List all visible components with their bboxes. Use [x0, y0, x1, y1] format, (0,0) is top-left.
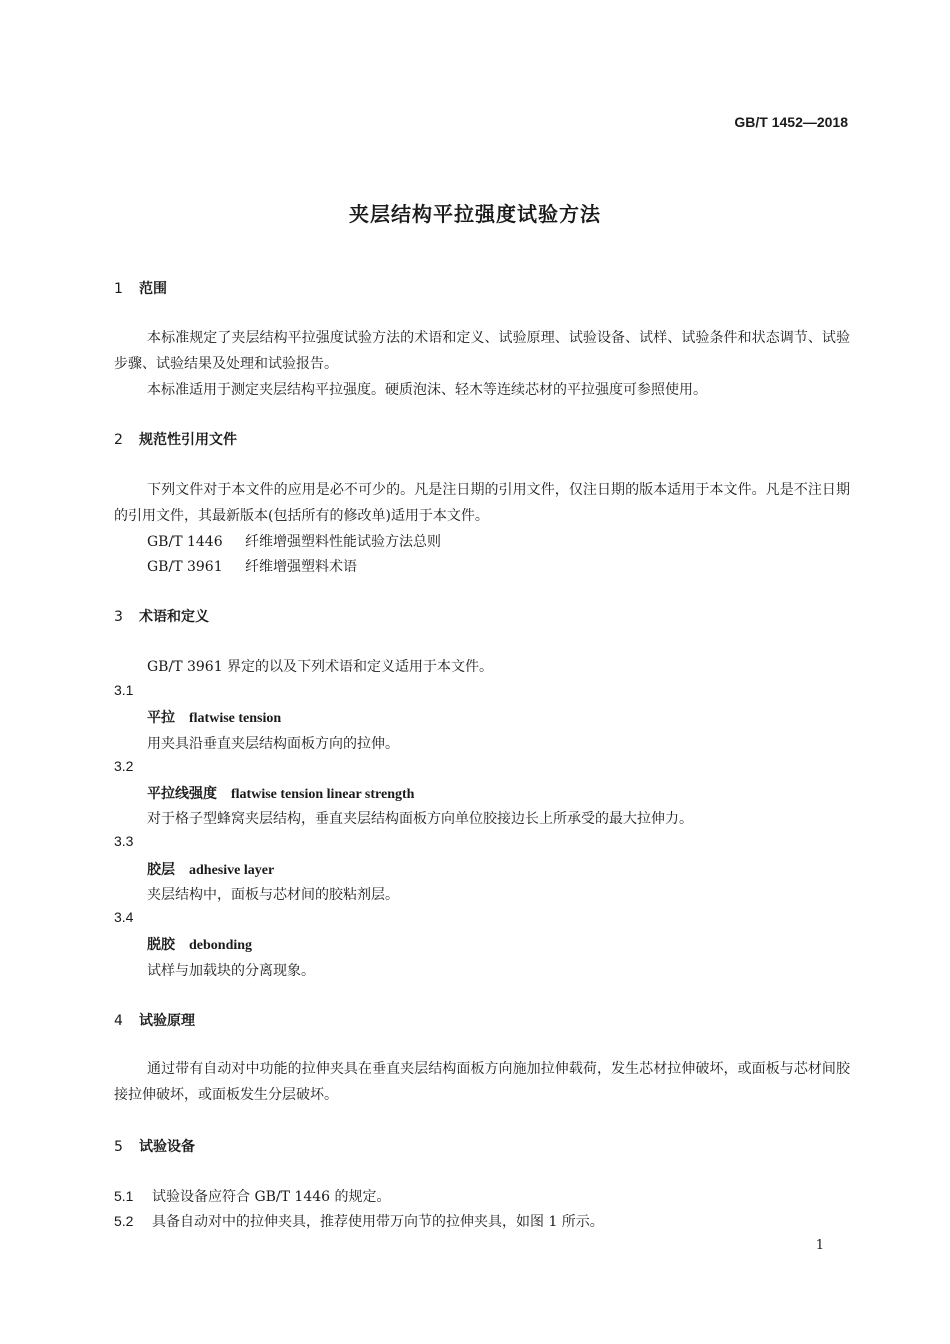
- term-heading: [147, 783, 414, 803]
- section-4-heading: [114, 1010, 195, 1030]
- subclause-number: 5.2: [114, 1213, 134, 1229]
- section-number: 1: [114, 281, 123, 297]
- section-1-paragraph-2: 本标准适用于测定夹层结构平拉强度。硬质泡沫、轻木等连续芯材的平拉强度可参照使用。: [147, 382, 707, 398]
- reference-name: 纤维增强塑料术语: [245, 559, 357, 575]
- section-title: 试验原理: [139, 1013, 195, 1029]
- term-chinese: 脱胶: [147, 937, 175, 953]
- section-1-paragraph-1: 本标准规定了夹层结构平拉强度试验方法的术语和定义、试验原理、试验设备、试样、试验条件和状态调节、试验步骤、试验结果及处理和试验报告。: [114, 330, 850, 372]
- term-heading: [147, 707, 281, 727]
- standard-code: GB/T 1452—2018: [734, 114, 848, 130]
- section-number: 3: [114, 609, 123, 625]
- term-number: 3.1: [114, 682, 134, 698]
- reference-code: GB/T 1446: [147, 534, 223, 550]
- subclause-item: [114, 1186, 391, 1206]
- section-title: 规范性引用文件: [139, 432, 237, 448]
- section-title: 术语和定义: [139, 609, 209, 625]
- subclause-text: 具备自动对中的拉伸夹具，推荐使用带万向节的拉伸夹具，如图 1 所示。: [152, 1214, 604, 1230]
- term-chinese: 平拉: [147, 710, 175, 726]
- term-definition: 对于格子型蜂窝夹层结构，垂直夹层结构面板方向单位胶接边长上所承受的最大拉伸力。: [147, 811, 693, 827]
- term-heading: [147, 859, 274, 879]
- section-5-heading: [114, 1136, 195, 1156]
- page-number: 1: [815, 1238, 824, 1253]
- section-3-heading: [114, 606, 209, 626]
- section-number: 4: [114, 1013, 123, 1029]
- term-heading: [147, 934, 252, 954]
- section-2-paragraph-1: 下列文件对于本文件的应用是必不可少的。凡是注日期的引用文件，仅注日期的版本适用于本文件。凡是不注日期的引用文件，其最新版本(包括所有的修改单)适用于本文件。: [114, 482, 850, 524]
- term-chinese: 胶层: [147, 862, 175, 878]
- term-number: 3.3: [114, 833, 134, 849]
- section-2-heading: [114, 429, 237, 449]
- term-definition: 用夹具沿垂直夹层结构面板方向的拉伸。: [147, 736, 399, 752]
- section-1-heading: [114, 278, 167, 298]
- document-title: 夹层结构平拉强度试验方法: [349, 202, 601, 226]
- section-title: 范围: [139, 281, 167, 297]
- section-number: 2: [114, 432, 123, 448]
- reference-code: GB/T 3961: [147, 559, 223, 575]
- section-number: 5: [114, 1139, 123, 1155]
- reference-name: 纤维增强塑料性能试验方法总则: [245, 534, 441, 550]
- section-3-intro: GB/T 3961 界定的以及下列术语和定义适用于本文件。: [147, 659, 494, 675]
- term-english: debonding: [189, 938, 253, 953]
- normative-reference: [147, 531, 441, 551]
- section-4-paragraph-1: 通过带有自动对中功能的拉伸夹具在垂直夹层结构面板方向施加拉伸载荷，发生芯材拉伸破坏，或面板与芯材间胶接拉伸破坏，或面板发生分层破坏。: [114, 1061, 850, 1103]
- section-title: 试验设备: [139, 1139, 195, 1155]
- term-english: flatwise tension: [189, 711, 282, 726]
- term-english: flatwise tension linear strength: [231, 787, 415, 802]
- normative-reference: [147, 556, 357, 576]
- term-number: 3.4: [114, 909, 134, 925]
- subclause-item: [114, 1211, 604, 1231]
- term-chinese: 平拉线强度: [147, 786, 217, 802]
- subclause-text: 试验设备应符合 GB/T 1446 的规定。: [152, 1189, 391, 1205]
- term-english: adhesive layer: [189, 863, 275, 878]
- subclause-number: 5.1: [114, 1188, 134, 1204]
- term-definition: 试样与加载块的分离现象。: [147, 963, 315, 979]
- term-number: 3.2: [114, 758, 134, 774]
- term-definition: 夹层结构中，面板与芯材间的胶粘剂层。: [147, 887, 399, 903]
